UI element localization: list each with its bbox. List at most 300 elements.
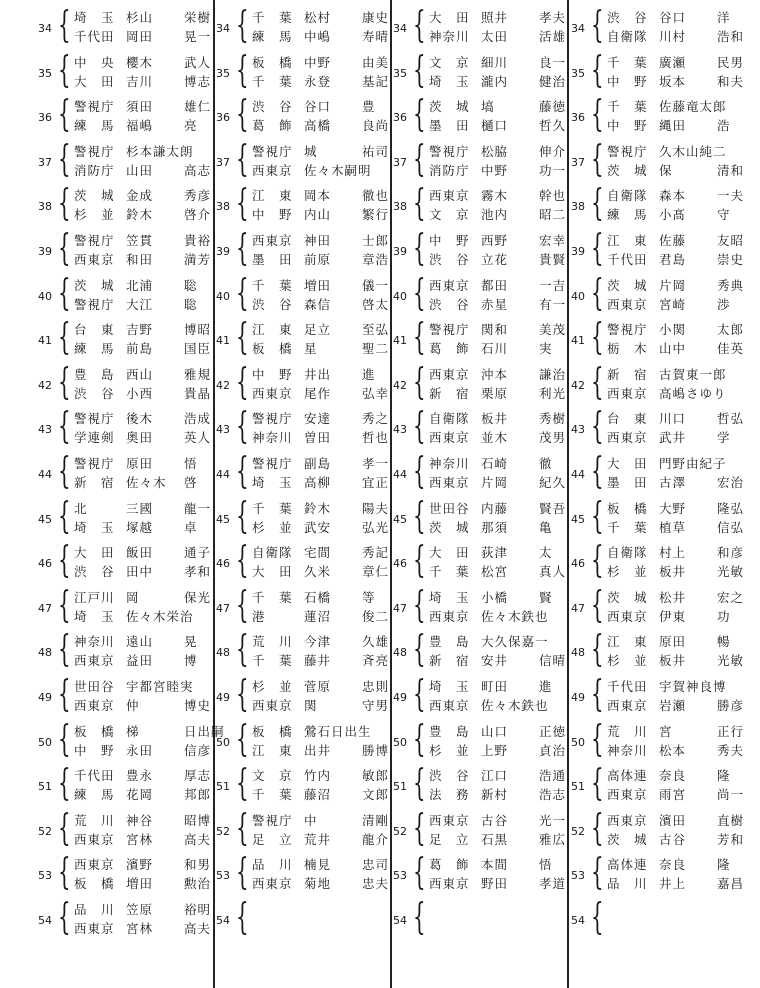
family-name: 谷口 — [659, 10, 687, 25]
given-name: 尚一 — [717, 787, 745, 803]
given-name: 功一 — [539, 162, 567, 178]
bracket-brace: { — [236, 49, 249, 91]
given-name: 至弘 — [362, 322, 390, 338]
family-name: 古賀東一郎 — [659, 366, 727, 382]
bracket-brace: { — [413, 183, 426, 225]
family-name: 神谷 — [126, 812, 154, 828]
match-entry — [216, 897, 394, 949]
given-name: 秀彦 — [184, 188, 212, 204]
bracket-brace: { — [58, 272, 71, 314]
given-name: 士郎 — [362, 233, 390, 248]
family-name: 君島 — [659, 252, 687, 267]
match-number: 50 — [571, 735, 585, 749]
given-name: 栄樹 — [184, 10, 212, 25]
team-name: 西東京 — [607, 430, 648, 446]
family-name: 縄田 — [659, 118, 687, 134]
team-name: 神奈川 — [607, 742, 648, 758]
match-number: 40 — [393, 289, 407, 303]
bracket-brace: { — [58, 629, 71, 671]
bracket-brace: { — [413, 272, 426, 314]
family-name: 増田 — [304, 277, 332, 293]
team-name: 神奈川 — [74, 634, 115, 650]
family-name: 佐々木鉄也 — [481, 698, 549, 713]
family-name: 笠原 — [126, 902, 154, 917]
bracket-brace: { — [58, 763, 71, 805]
team-name: 世田谷 — [429, 500, 470, 516]
family-name: 吉野 — [126, 322, 154, 338]
family-name: 仲 — [126, 698, 140, 713]
given-name: 高夫 — [184, 831, 212, 847]
team-name: 栃 木 — [607, 341, 648, 357]
given-name: 繁行 — [362, 207, 390, 223]
given-name: 光敏 — [717, 653, 745, 669]
family-name: 都田 — [481, 277, 509, 293]
family-name: 荻津 — [481, 545, 509, 561]
given-name: 英人 — [184, 430, 212, 446]
team-name: 警視庁 — [74, 143, 115, 159]
match-number: 48 — [393, 646, 407, 660]
family-name: 佐々木鉄也 — [481, 608, 549, 624]
family-name: 石橋 — [304, 589, 332, 605]
team-name: 警視庁 — [252, 411, 293, 427]
team-name: 西東京 — [429, 475, 470, 490]
team-name: 自衛隊 — [607, 29, 648, 44]
bracket-brace: { — [236, 584, 249, 626]
given-name: 浩成 — [184, 411, 212, 427]
family-name: 宮崎 — [659, 296, 687, 312]
match-number: 43 — [393, 423, 407, 437]
team-name: 学連剣 — [74, 430, 115, 446]
team-name: 豊 島 — [429, 634, 470, 650]
team-name: 茨 城 — [607, 162, 648, 178]
family-name: 飯田 — [126, 545, 154, 561]
match-number: 49 — [393, 691, 407, 704]
team-name: 茨 城 — [607, 831, 648, 847]
bracket-brace: { — [236, 317, 249, 359]
given-name: 秀夫 — [717, 742, 745, 758]
family-name: 蓮沼 — [304, 608, 332, 624]
match-number: 38 — [216, 200, 230, 214]
family-name: 奈良 — [659, 768, 687, 784]
given-name: 藤徳 — [539, 99, 567, 115]
match-number: 47 — [216, 601, 230, 615]
given-name: 聡 — [184, 296, 198, 312]
bracket-brace: { — [58, 49, 71, 91]
family-name: 宇賀神良博 — [659, 679, 727, 694]
given-name: 厚志 — [184, 768, 212, 784]
bracket-brace: { — [413, 94, 426, 136]
given-name: 学 — [717, 430, 731, 446]
team-name: 品 川 — [252, 857, 293, 873]
bracket-brace: { — [236, 138, 249, 180]
bracket-brace: { — [236, 361, 249, 403]
match-number: 36 — [216, 111, 230, 125]
team-name: 千 葉 — [252, 653, 293, 669]
team-name: 法 務 — [429, 787, 470, 803]
bracket-brace: { — [236, 228, 249, 269]
family-name: 永登 — [304, 73, 332, 89]
match-number: 39 — [216, 245, 230, 258]
team-name: 杉 並 — [429, 742, 470, 758]
family-name: 永田 — [126, 742, 154, 758]
team-name: 埼 玉 — [252, 475, 293, 490]
team-name: 警視庁 — [429, 143, 470, 159]
family-name: 宇都宮睦実 — [126, 679, 194, 694]
family-name: 中野 — [481, 162, 509, 178]
given-name: 悟 — [539, 857, 553, 873]
family-name: 佐藤竜太郎 — [659, 99, 727, 115]
bracket-brace: { — [413, 49, 426, 91]
family-name: 久木山純二 — [659, 143, 727, 159]
match-number: 37 — [393, 155, 407, 169]
family-name: 足立 — [304, 322, 332, 338]
family-name: 中嶋 — [304, 29, 332, 44]
family-name: 後木 — [126, 411, 154, 427]
match-number: 43 — [571, 423, 585, 437]
team-name: 神奈川 — [429, 456, 470, 471]
given-name: 敏郎 — [362, 768, 390, 784]
bracket-brace: { — [413, 451, 426, 492]
bracket-brace: { — [58, 94, 71, 136]
family-name: 宮 — [659, 723, 673, 739]
given-name: 宜正 — [362, 475, 390, 490]
family-name: 山口 — [481, 723, 509, 739]
given-name: 邦郎 — [184, 787, 212, 803]
team-name: 新 宿 — [607, 366, 648, 382]
bracket-brace: { — [58, 183, 71, 225]
family-name: 花岡 — [126, 787, 154, 803]
family-name: 那須 — [481, 519, 509, 535]
family-name: 西山 — [126, 366, 154, 382]
family-name: 高嶋さゆり — [659, 385, 727, 401]
family-name: 内藤 — [481, 500, 509, 516]
match-number: 50 — [38, 735, 52, 749]
bracket-brace: { — [236, 629, 249, 671]
bracket-brace: { — [413, 629, 426, 671]
team-name: 板 橋 — [252, 54, 293, 70]
family-name: 神田 — [304, 233, 332, 248]
given-name: 等 — [362, 589, 376, 605]
family-name: 岡本 — [304, 188, 332, 204]
given-name: 勲治 — [184, 876, 212, 892]
match-number: 36 — [571, 111, 585, 125]
match-number: 43 — [216, 423, 230, 437]
family-name: 原田 — [659, 634, 687, 650]
family-name: 村上 — [659, 545, 687, 561]
family-name: 新村 — [481, 787, 509, 803]
team-name: 板 橋 — [74, 723, 115, 739]
match-number: 35 — [393, 66, 407, 80]
given-name: 秀典 — [717, 277, 745, 293]
family-name: 中野 — [304, 54, 332, 70]
team-name: 警視庁 — [74, 456, 115, 471]
team-name: 練 馬 — [74, 787, 115, 803]
bracket-brace: { — [591, 406, 604, 448]
bracket-brace: { — [58, 807, 71, 849]
family-name: 古谷 — [481, 812, 509, 828]
family-name: 鶯石日出生 — [304, 723, 372, 739]
family-name: 原田 — [126, 456, 154, 471]
family-name: 笠貫 — [126, 233, 154, 248]
given-name: 晃一 — [184, 29, 212, 44]
match-number: 49 — [38, 691, 52, 704]
match-number: 35 — [571, 66, 585, 80]
family-name: 大野 — [659, 500, 687, 516]
given-name: 紀久 — [539, 475, 567, 490]
team-name: 板 橋 — [252, 723, 293, 739]
team-name: 板 橋 — [252, 341, 293, 357]
given-name: 博昭 — [184, 322, 212, 338]
family-name: 佐々木 — [126, 475, 167, 490]
team-name: 神奈川 — [252, 430, 293, 446]
team-name: 江 東 — [607, 233, 648, 248]
given-name: 和彦 — [717, 545, 745, 561]
given-name: 弘光 — [362, 519, 390, 535]
team-name: 中 野 — [252, 207, 293, 223]
team-name: 港 — [252, 608, 266, 624]
match-number: 39 — [38, 245, 52, 258]
given-name: 伸介 — [539, 143, 567, 159]
team-name: 埼 玉 — [74, 608, 115, 624]
given-name: 孝夫 — [539, 10, 567, 25]
given-name: 正徳 — [539, 723, 567, 739]
family-name: 森信 — [304, 296, 332, 312]
family-name: 太田 — [481, 29, 509, 44]
team-name: 大 田 — [252, 564, 293, 580]
team-name: 北 — [74, 500, 88, 516]
bracket-brace: { — [236, 495, 249, 537]
given-name: 龍一 — [184, 500, 212, 516]
family-name: 鈴木 — [126, 207, 154, 223]
team-name: 豊 島 — [74, 366, 115, 382]
team-name: 神奈川 — [429, 29, 470, 44]
family-name: 岡 — [126, 589, 140, 605]
family-name: 板井 — [659, 653, 687, 669]
team-name: 警視庁 — [252, 143, 293, 159]
given-name: 正行 — [717, 723, 745, 739]
family-name: 松本 — [659, 742, 687, 758]
family-name: 片岡 — [481, 475, 509, 490]
team-name: 新 宿 — [429, 653, 470, 669]
family-name: 古澤 — [659, 475, 687, 490]
bracket-brace: { — [58, 495, 71, 537]
bracket-brace: { — [58, 852, 71, 894]
match-number: 53 — [38, 869, 52, 883]
match-number: 48 — [38, 646, 52, 660]
family-name: 本間 — [481, 857, 509, 873]
bracket-brace: { — [591, 495, 604, 537]
given-name: 文郎 — [362, 787, 390, 803]
given-name: 昭博 — [184, 812, 212, 828]
family-name: 西野 — [481, 233, 509, 248]
team-name: 渋 谷 — [429, 252, 470, 267]
team-name: 文 京 — [429, 54, 470, 70]
given-name: 貴晶 — [184, 385, 212, 401]
given-name: 豊 — [362, 99, 376, 115]
given-name: 徹 — [539, 456, 553, 471]
family-name: 佐々木栄治 — [126, 608, 194, 624]
team-name: 江戸川 — [74, 589, 115, 605]
team-name: 墨 田 — [252, 252, 293, 267]
given-name: 渉 — [717, 296, 731, 312]
given-name: 孝道 — [539, 876, 567, 892]
family-name: 森本 — [659, 188, 687, 204]
bracket-brace: { — [591, 807, 604, 849]
family-name: 安達 — [304, 411, 332, 427]
given-name: 基記 — [362, 73, 390, 89]
given-name: 亀 — [539, 519, 553, 535]
family-name: 並木 — [481, 430, 509, 446]
given-name: 清和 — [717, 162, 745, 178]
match-number: 41 — [393, 334, 407, 348]
team-name: 消防庁 — [74, 162, 115, 178]
team-name: 練 馬 — [252, 29, 293, 44]
given-name: 啓介 — [184, 207, 212, 223]
given-name: 嘉昌 — [717, 876, 745, 892]
team-name: 茨 城 — [607, 589, 648, 605]
given-name: 暢 — [717, 634, 731, 650]
team-name: 西東京 — [429, 430, 470, 446]
team-name: 葛 飾 — [252, 118, 293, 134]
given-name: 貴賢 — [539, 252, 567, 267]
match-number: 35 — [216, 66, 230, 80]
given-name: 龍介 — [362, 831, 390, 847]
team-name: 大 田 — [74, 73, 115, 89]
bracket-brace: { — [591, 763, 604, 805]
given-name: 賢 — [539, 589, 553, 605]
family-name: 小橋 — [481, 589, 509, 605]
team-name: 杉 並 — [252, 519, 293, 535]
match-entry — [571, 897, 749, 949]
match-number: 38 — [38, 200, 52, 214]
given-name: 章浩 — [362, 252, 390, 267]
family-name: 濱田 — [659, 812, 687, 828]
family-name: 佐々木嗣明 — [304, 162, 372, 178]
team-name: 練 馬 — [74, 341, 115, 357]
family-name: 梯 — [126, 723, 140, 739]
bracket-brace: { — [58, 897, 71, 938]
team-name: 新 宿 — [74, 475, 115, 490]
family-name: 城 — [304, 143, 318, 159]
family-name: 谷口 — [304, 99, 332, 115]
given-name: 浩 — [717, 118, 731, 134]
given-name: 亮 — [184, 118, 198, 134]
family-name: 伊東 — [659, 608, 687, 624]
bracket-brace: { — [58, 228, 71, 269]
team-name: 西東京 — [74, 252, 115, 267]
match-number: 52 — [393, 824, 407, 838]
team-name: 千代田 — [607, 679, 648, 694]
given-name: 俊二 — [362, 608, 390, 624]
given-name: 健治 — [539, 73, 567, 89]
family-name: 安井 — [481, 653, 509, 669]
bracket-brace: { — [58, 674, 71, 715]
family-name: 塚越 — [126, 519, 154, 535]
bracket-brace: { — [413, 495, 426, 537]
team-name: 茨 城 — [74, 188, 115, 204]
family-name: 樋口 — [481, 118, 509, 134]
match-number: 51 — [216, 780, 230, 794]
match-number: 49 — [571, 691, 585, 704]
family-name: 北浦 — [126, 277, 154, 293]
team-name: 練 馬 — [74, 118, 115, 134]
family-name: 菅原 — [304, 679, 332, 694]
match-number: 46 — [393, 557, 407, 571]
team-name: 千 葉 — [607, 519, 648, 535]
team-name: 千 葉 — [607, 54, 648, 70]
team-name: 自衛隊 — [252, 545, 293, 561]
given-name: 斉亮 — [362, 653, 390, 669]
family-name: 岡田 — [126, 29, 154, 44]
given-name: 忠夫 — [362, 876, 390, 892]
family-name: 門野由紀子 — [659, 456, 727, 471]
given-name: 勝彦 — [717, 698, 745, 713]
family-name: 沖本 — [481, 366, 509, 382]
team-name: 渋 谷 — [607, 10, 648, 25]
bracket-brace: { — [591, 94, 604, 136]
team-name: 千代田 — [74, 768, 115, 784]
given-name: 啓 — [184, 475, 198, 490]
given-name: 光敏 — [717, 564, 745, 580]
bracket-brace: { — [58, 138, 71, 180]
family-name: 増田 — [126, 876, 154, 892]
team-name: 渋 谷 — [74, 564, 115, 580]
team-name: 自衛隊 — [429, 411, 470, 427]
match-entry — [393, 897, 571, 949]
team-name: 西東京 — [607, 787, 648, 803]
team-name: 渋 谷 — [429, 768, 470, 784]
match-number: 34 — [571, 22, 585, 35]
bracket-column-1 — [38, 0, 225, 988]
family-name: 町田 — [481, 679, 509, 694]
bracket-brace: { — [236, 183, 249, 225]
bracket-brace: { — [413, 852, 426, 894]
team-name: 荒 川 — [607, 723, 648, 739]
bracket-brace: { — [413, 5, 426, 46]
family-name: 奥田 — [126, 430, 154, 446]
given-name: 守 — [717, 207, 731, 223]
bracket-brace: { — [591, 540, 604, 582]
given-name: 直樹 — [717, 812, 745, 828]
match-number: 40 — [38, 289, 52, 303]
given-name: 貴裕 — [184, 233, 212, 248]
team-name: 新 宿 — [429, 385, 470, 401]
bracket-brace: { — [591, 718, 604, 760]
team-name: 埼 玉 — [429, 73, 470, 89]
team-name: 江 東 — [252, 322, 293, 338]
family-name: 霧木 — [481, 188, 509, 204]
given-name: 勝博 — [362, 742, 390, 758]
match-number: 37 — [38, 155, 52, 169]
bracket-column-2 — [216, 0, 394, 988]
given-name: 浩和 — [717, 29, 745, 44]
given-name: 忠則 — [362, 679, 390, 694]
family-name: 前島 — [126, 341, 154, 357]
team-name: 中 央 — [74, 54, 115, 70]
match-number: 39 — [571, 245, 585, 258]
given-name: 雅規 — [184, 366, 212, 382]
team-name: 杉 並 — [74, 207, 115, 223]
match-number: 42 — [571, 378, 585, 392]
bracket-brace: { — [236, 852, 249, 894]
bracket-brace: { — [236, 540, 249, 582]
match-number: 51 — [571, 780, 585, 794]
bracket-brace: { — [413, 361, 426, 403]
team-name: 西東京 — [607, 385, 648, 401]
family-name: 中 — [304, 812, 318, 828]
match-number: 50 — [393, 735, 407, 749]
given-name: 寿晴 — [362, 29, 390, 44]
